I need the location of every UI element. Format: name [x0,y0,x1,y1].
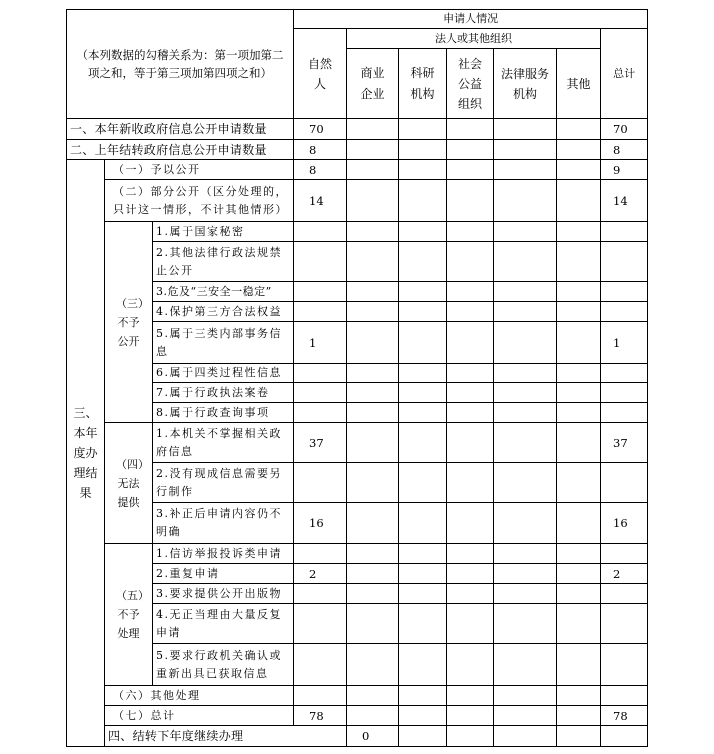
section-3-label: 三、本年度办理结果 [67,160,105,747]
natural-person-value [294,403,347,423]
total-value [601,242,648,282]
group-label: （三）不予公开 [105,222,153,423]
total-value: 70 [601,119,648,140]
natural-person-value: 8 [294,160,347,180]
total-value [601,644,648,686]
row-label: 二、上年结转政府信息公开申请数量 [67,140,294,160]
total-value [601,403,648,423]
natural-person-value [294,686,347,706]
natural-person-value: 2 [294,564,347,584]
row-label: （二）部分公开（区分处理的，只计这一情形，不计其他情形） [105,180,294,222]
group-label: （四）无法提供 [105,423,153,544]
natural-person-header: 自然人 [294,29,347,119]
natural-person-value: 16 [294,503,347,544]
natural-person-value: 78 [294,706,347,726]
sub-row-label: 2.其他法律行政法规禁止公开 [153,242,294,282]
total-header: 总计 [601,29,648,119]
natural-person-value [294,584,347,604]
legal-person-group-header: 法人或其他组织 [347,29,601,49]
total-value: 8 [601,140,648,160]
total-value [601,686,648,706]
sub-row-label: 5.属于三类内部事务信息 [153,322,294,364]
row-label: （六）其他处理 [105,686,294,706]
legal-service-org-header: 法律服务机构 [494,49,557,119]
sub-row-label: 4.保护第三方合法权益 [153,302,294,322]
natural-person-value [294,463,347,503]
row-label: 四、结转下年度继续办理 [105,726,347,747]
total-value: 37 [601,423,648,463]
natural-person-value [294,383,347,403]
sub-row-label: 1.信访举报投诉类申请 [153,544,294,564]
sub-row-label: 3.补正后申请内容仍不明确 [153,503,294,544]
total-value [601,544,648,564]
total-value: 78 [601,706,648,726]
natural-person-value [294,604,347,644]
total-value [601,302,648,322]
natural-person-value: 70 [294,119,347,140]
total-value: 9 [601,160,648,180]
natural-person-value: 37 [294,423,347,463]
sub-row-label: 2.没有现成信息需要另行制作 [153,463,294,503]
total-value [601,604,648,644]
sub-row-label: 5.要求行政机关确认或重新出具已获取信息 [153,644,294,686]
total-value: 16 [601,503,648,544]
row-label: 一、本年新收政府信息公开申请数量 [67,119,294,140]
natural-person-value [294,644,347,686]
total-value: 1 [601,322,648,364]
sub-row-label: 4.无正当理由大量反复申请 [153,604,294,644]
research-institution-header: 科研机构 [399,49,447,119]
natural-person-value: 14 [294,180,347,222]
social-welfare-org-header: 社会公益组织 [447,49,494,119]
natural-person-value [294,302,347,322]
total-value [601,222,648,242]
other-header: 其他 [557,49,601,119]
total-value: 14 [601,180,648,222]
commercial-enterprise-header: 商业企业 [347,49,399,119]
natural-person-value [294,364,347,383]
group-label: （五）不予处理 [105,544,153,686]
row-label: （七）总计 [105,706,294,726]
sub-row-label: 2.重复申请 [153,564,294,584]
applicant-situation-header: 申请人情况 [294,10,648,29]
data-relation-note: （本列数据的勾稽关系为：第一项加第二项之和，等于第三项加第四项之和） [67,10,294,119]
natural-person-value [294,544,347,564]
natural-person-value: 1 [294,322,347,364]
total-value [601,383,648,403]
total-value: 2 [601,564,648,584]
total-value [601,584,648,604]
sub-row-label: 7.属于行政执法案卷 [153,383,294,403]
natural-person-value [294,242,347,282]
total-value [601,463,648,503]
sub-row-label: 6.属于四类过程性信息 [153,364,294,383]
natural-person-value [294,282,347,302]
row-label: （一）予以公开 [105,160,294,180]
total-value [601,364,648,383]
sub-row-label: 1.本机关不掌握相关政府信息 [153,423,294,463]
sub-row-label: 3.危及“三安全一稳定” [153,282,294,302]
total-value [601,282,648,302]
government-info-disclosure-table [66,9,648,747]
sub-row-label: 3.要求提供公开出版物 [153,584,294,604]
natural-person-value [294,222,347,242]
natural-person-value: 0 [347,726,399,747]
natural-person-value: 8 [294,140,347,160]
sub-row-label: 8.属于行政查询事项 [153,403,294,423]
sub-row-label: 1.属于国家秘密 [153,222,294,242]
